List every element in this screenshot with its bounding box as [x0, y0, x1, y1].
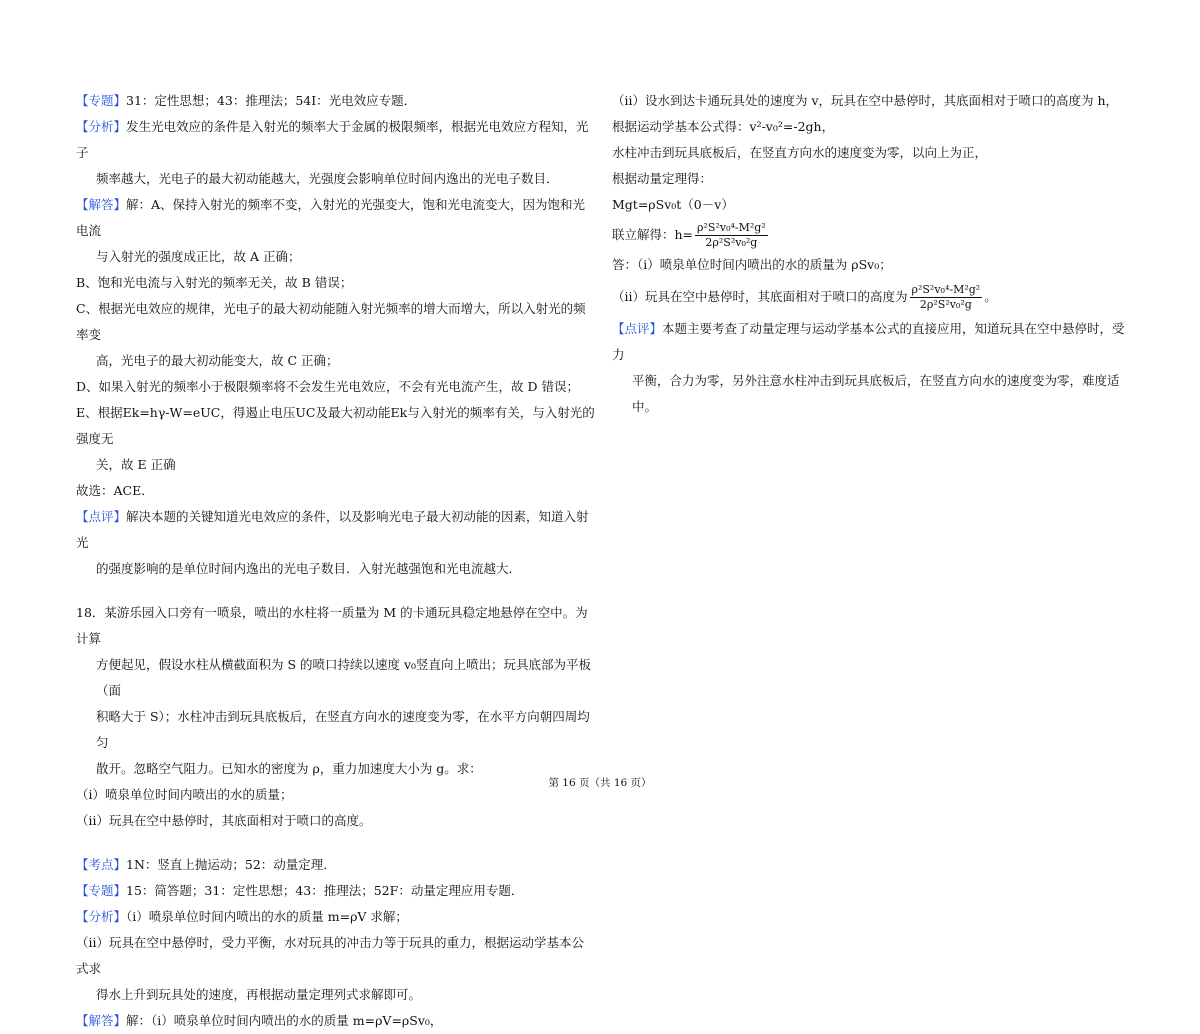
answer-line: 故选：ACE．: [76, 483, 154, 498]
analysis-line-18: 【分析】（i）喷泉单位时间内喷出的水的质量 m=ρV 求解；: [76, 909, 408, 924]
knowledge-line: 【考点】1N：竖直上抛运动；52：动量定理．: [76, 857, 336, 872]
kinematics-line: 根据运动学基本公式得：v²-v₀²=-2gh，: [612, 119, 835, 134]
solution-line-c: C、根据光电效应的规律，光电子的最大初动能随入射光频率的增大而增大，所以入射光的频率变: [76, 301, 586, 342]
left-column: [76, 88, 596, 1034]
analysis-line-2: 频率越大，光电子的最大初动能越大，光强度会影响单位时间内逸出的光电子数目．: [96, 171, 559, 186]
equation-momentum: Mgt=ρSv₀t（0－v）: [612, 197, 734, 212]
question-18-line-2: 方便起见，假设水柱从横截面积为 S 的喷口持续以速度 v₀竖直向上喷出；玩具底部为平板（面: [96, 657, 592, 698]
topic-tag-18: 【专题】: [76, 883, 127, 898]
impact-line: 水柱冲击到玩具底板后，在竖直方向水的速度变为零，以向上为正，: [612, 145, 988, 160]
analysis-line-18-2: （ii）玩具在空中悬停时，受力平衡，水对玩具的冲击力等于玩具的重力，根据运动学基本公式求: [76, 935, 584, 976]
solution-ii-line: （ii）设水到达卡通玩具处的速度为 v，玩具在空中悬停时，其底面相对于喷口的高度为 h，: [612, 93, 1119, 108]
equation-kinematics: v²-v₀²=-2gh，: [749, 119, 835, 134]
analysis-tag-18: 【分析】: [76, 909, 127, 924]
topic-tag: 【专题】: [76, 93, 127, 108]
result-line: 联立解得：h= $\frac{\text{ρ²S²v₀⁴-M²g²}}{\text{2ρ²S²v₀²g}}$: [612, 221, 766, 249]
comment-tag: 【点评】: [76, 509, 127, 524]
solution-line-d: D、如果入射光的频率小于极限频率将不会发生光电效应，不会有光电流产生，故 D 错误；: [76, 379, 579, 394]
comment-line-18: 【点评】本题主要考查了动量定理与运动学基本公式的直接应用，知道玩具在空中悬停时，受力: [612, 321, 1125, 362]
comment-line-18-2: 平衡，合力为零，另外注意水柱冲击到玩具底板后，在竖直方向水的速度变为零，难度适中。: [632, 373, 1120, 414]
comment-line-2: 的强度影响的是单位时间内逸出的光电子数目．入射光越强饱和光电流越大．: [96, 561, 522, 576]
analysis-line: 【分析】发生光电效应的条件是入射光的频率大于金属的极限频率，根据光电效应方程知，光子: [76, 119, 589, 160]
solution-line-c2: 高，光电子的最大初动能变大，故 C 正确；: [96, 353, 339, 368]
fraction-height: $\frac{\text{ρ²S²v₀⁴-M²g²}}{\text{2ρ²S²v₀²g}}$: [697, 221, 766, 249]
topic-line: 【专题】31：定性思想；43：推理法；54I：光电效应专题．: [76, 93, 417, 108]
question-18-part-ii: （ii）玩具在空中悬停时，其底面相对于喷口的高度。: [76, 813, 372, 828]
question-18-part-i: （i）喷泉单位时间内喷出的水的质量；: [76, 787, 293, 802]
solution-line-2: 与入射光的强度成正比，故 A 正确；: [96, 249, 301, 264]
solution-line-b: B、饱和光电流与入射光的频率无关，故 B 错误；: [76, 275, 353, 290]
right-column: [612, 88, 1132, 420]
question-18-line-3: 积略大于 S）；水柱冲击到玩具底板后，在竖直方向水的速度变为零，在水平方向朝四周均匀: [96, 709, 590, 750]
equation-photoelectric: Ek=hγ-W=eUC: [122, 405, 221, 420]
equation-uc: UC: [295, 405, 316, 420]
page-footer: 第 16 页（共 16 页）: [548, 777, 652, 789]
solution-tag: 【解答】: [76, 197, 127, 212]
comment-line: 【点评】解决本题的关键知道光电效应的条件，以及影响光电子最大初动能的因素，知道入射光: [76, 509, 589, 550]
answer-i-line: 答：（i）喷泉单位时间内喷出的水的质量为 ρSv₀；: [612, 257, 892, 272]
answer-ii-line: （ii）玩具在空中悬停时，其底面相对于喷口的高度为 $\frac{\text{ρ²S²v₀⁴-M²g²}}{\text{2ρ²S²v₀²g}}$ 。: [612, 283, 997, 311]
fraction-height-answer: $\frac{\text{ρ²S²v₀⁴-M²g²}}{\text{2ρ²S²v₀²g}}$: [911, 283, 981, 311]
analysis-tag: 【分析】: [76, 119, 127, 134]
momentum-line: 根据动量定理得：: [612, 171, 713, 186]
solution-line: 【解答】解：A、保持入射光的频率不变，入射光的光强变大，饱和光电流变大，因为饱和光电流: [76, 197, 586, 238]
solution-line-e: E、根据Ek=hγ-W=eUC，得遏止电压UC及最大初动能Ek与入射光的频率有关，与入射光的强度无: [76, 405, 595, 446]
knowledge-tag: 【考点】: [76, 857, 127, 872]
question-18: 18．某游乐园入口旁有一喷泉，喷出的水柱将一质量为 M 的卡通玩具稳定地悬停在空中。为计算: [76, 605, 588, 646]
comment-tag-18: 【点评】: [612, 321, 663, 336]
solution-line-18: 【解答】解：（i）喷泉单位时间内喷出的水的质量 m=ρV=ρSv₀，: [76, 1013, 443, 1028]
topic-line-18: 【专题】15：简答题；31：定性思想；43：推理法；52F：动量定理应用专题．: [76, 883, 524, 898]
solution-line-e2: 关，故 E 正确: [96, 457, 176, 472]
question-18-line-4: 散开。忽略空气阻力。已知水的密度为 ρ，重力加速度大小为 g。求：: [96, 761, 482, 776]
analysis-line-18-3: 得水上升到玩具处的速度，再根据动量定理列式求解即可。: [96, 987, 422, 1002]
solution-tag-18: 【解答】: [76, 1013, 127, 1028]
equation-ek: Ek: [390, 405, 408, 420]
